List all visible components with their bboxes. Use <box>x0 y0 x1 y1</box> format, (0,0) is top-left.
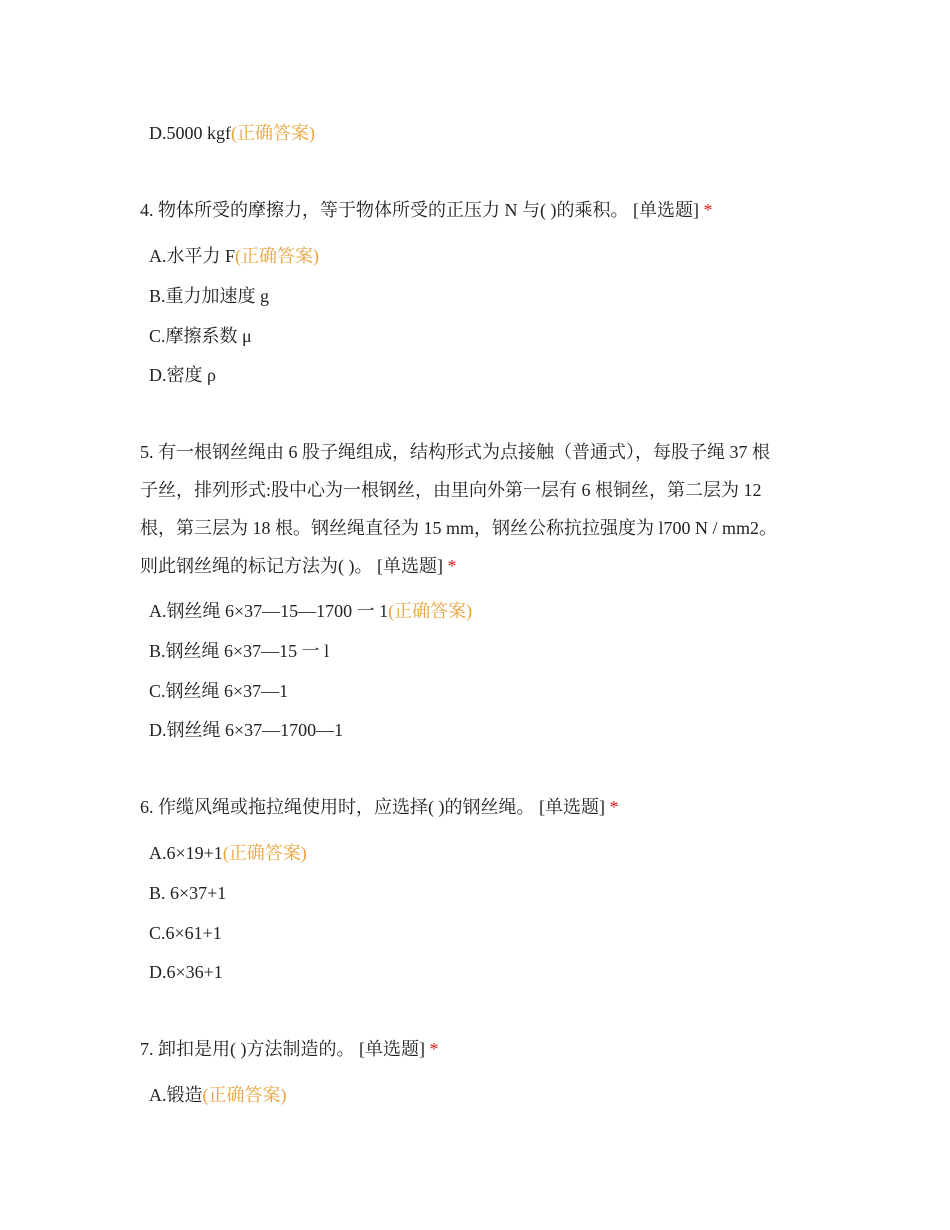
q6-option-b: B. 6×37+1 <box>149 883 227 903</box>
question-4 <box>140 198 712 222</box>
question-line: 则此钢丝绳的标记方法为( )。 [单选题] <box>140 556 443 576</box>
option-text: A.水平力 F <box>149 246 236 266</box>
correct-answer-tag: (正确答案) <box>202 1085 287 1105</box>
q5-option-c: C.钢丝绳 6×37—1 <box>149 681 289 701</box>
q4-option-a <box>149 244 319 268</box>
option-text: A.锻造 <box>149 1085 203 1105</box>
required-star: * <box>703 200 713 220</box>
required-star: * <box>609 797 619 817</box>
q5-option-d: D.钢丝绳 6×37—1700—1 <box>149 720 344 740</box>
q6-option-a <box>149 841 307 865</box>
correct-answer-tag: (正确答案) <box>235 246 320 266</box>
question-7 <box>140 1037 438 1061</box>
question-line: 根，第三层为 18 根。钢丝绳直径为 15 mm，钢丝公称抗拉强度为 l700 N / mm2。 <box>140 518 778 538</box>
q7-option-a <box>149 1083 287 1107</box>
question-6 <box>140 795 618 819</box>
q4-option-c: C.摩擦系数 μ <box>149 326 252 346</box>
correct-answer-tag: (正确答案) <box>388 601 473 621</box>
option-text: D.5000 kgf <box>149 123 231 143</box>
required-star: * <box>447 556 457 576</box>
q6-option-d: D.6×36+1 <box>149 962 223 982</box>
question-text: 7. 卸扣是用( )方法制造的。 [单选题] <box>140 1039 425 1059</box>
q4-option-b: B.重力加速度 g <box>149 286 270 306</box>
question-text: 4. 物体所受的摩擦力，等于物体所受的正压力 N 与( )的乘积。 [单选题] <box>140 200 699 220</box>
required-star: * <box>429 1039 439 1059</box>
question-5 <box>140 433 810 585</box>
option-prev-d <box>149 121 315 145</box>
question-text: 6. 作缆风绳或拖拉绳使用时，应选择( )的钢丝绳。 [单选题] <box>140 797 605 817</box>
q5-option-b: B.钢丝绳 6×37—15 一 l <box>149 641 330 661</box>
question-line: 子丝，排列形式:股中心为一根钢丝，由里向外第一层有 6 根铜丝，第二层为 12 <box>140 480 762 500</box>
option-text: A.钢丝绳 6×37—15—1700 一 1 <box>149 601 389 621</box>
correct-answer-tag: (正确答案) <box>231 123 315 143</box>
q6-option-c: C.6×61+1 <box>149 923 222 943</box>
q5-option-a <box>149 599 472 623</box>
option-text: A.6×19+1 <box>149 843 223 863</box>
correct-answer-tag: (正确答案) <box>222 843 307 863</box>
question-line: 5. 有一根钢丝绳由 6 股子绳组成，结构形式为点接触（普通式），每股子绳 37 根 <box>140 442 770 462</box>
q4-option-d: D.密度 ρ <box>149 365 216 385</box>
